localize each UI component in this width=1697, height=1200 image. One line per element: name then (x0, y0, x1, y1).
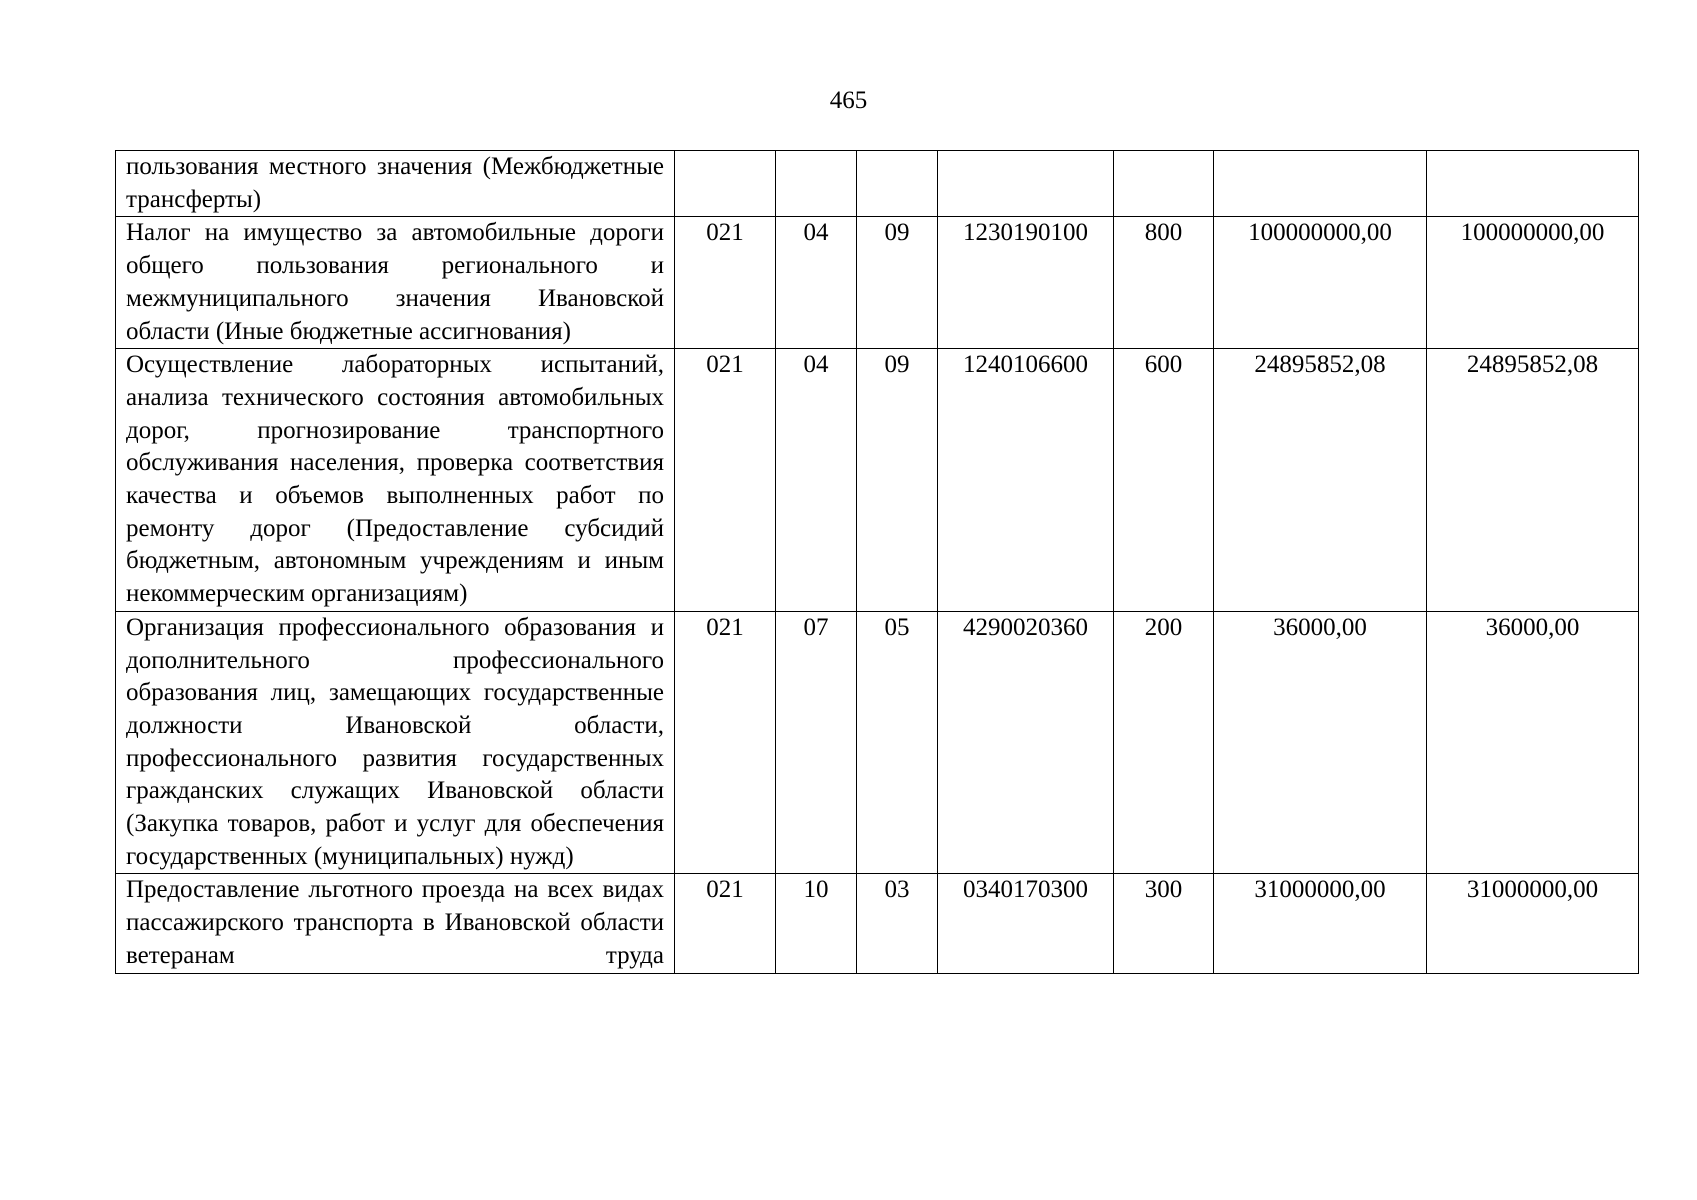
row-description: пользования местного значения (Межбюджетные трансферты) (116, 151, 675, 217)
row-sum-1: 36000,00 (1214, 611, 1427, 874)
row-expense-type: 600 (1114, 349, 1214, 612)
row-expense-type: 800 (1114, 217, 1214, 349)
row-description: Осуществление лабораторных испытаний, анализа технического состояния автомобильных дорог, прогнозирование транспортного обслуживания населения, проверка соответствия качества и объемов выполненных работ по ремонту дорог (Предоставление субсидий бюджетным, автономным учреждениям и иным некоммерческим организациям) (116, 349, 675, 612)
table-row (116, 611, 1639, 874)
row-expense-type: 200 (1114, 611, 1214, 874)
table-row (116, 217, 1639, 349)
row-sum-1: 100000000,00 (1214, 217, 1427, 349)
row-target-article (938, 151, 1114, 217)
row-sum-1 (1214, 151, 1427, 217)
row-grbs-code: 021 (675, 349, 776, 612)
row-grbs-code: 021 (675, 611, 776, 874)
row-target-article: 4290020360 (938, 611, 1114, 874)
row-expense-type: 300 (1114, 874, 1214, 973)
row-section-code (776, 151, 857, 217)
row-sum-2: 100000000,00 (1427, 217, 1639, 349)
row-subsection-code: 03 (857, 874, 938, 973)
row-subsection-code: 09 (857, 217, 938, 349)
row-sum-2: 31000000,00 (1427, 874, 1639, 973)
row-target-article: 1240106600 (938, 349, 1114, 612)
row-subsection-code: 09 (857, 349, 938, 612)
row-subsection-code (857, 151, 938, 217)
row-description: Организация профессионального образования и дополнительного профессионального образования лиц, замещающих государственные должности Ивановской области, профессионального развития государственных гражданских служащих Ивановской области (Закупка товаров, работ и услуг для обеспечения государственных (муниципальных) нужд) (116, 611, 675, 874)
row-grbs-code (675, 151, 776, 217)
row-subsection-code: 05 (857, 611, 938, 874)
row-sum-2: 24895852,08 (1427, 349, 1639, 612)
row-section-code: 10 (776, 874, 857, 973)
row-section-code: 04 (776, 349, 857, 612)
row-grbs-code: 021 (675, 217, 776, 349)
row-section-code: 07 (776, 611, 857, 874)
row-target-article: 1230190100 (938, 217, 1114, 349)
row-grbs-code: 021 (675, 874, 776, 973)
budget-table (115, 150, 1639, 974)
row-sum-1: 24895852,08 (1214, 349, 1427, 612)
row-description: Налог на имущество за автомобильные дороги общего пользования регионального и межмуниципального значения Ивановской области (Иные бюджетные ассигнования) (116, 217, 675, 349)
row-expense-type (1114, 151, 1214, 217)
row-section-code: 04 (776, 217, 857, 349)
row-sum-2: 36000,00 (1427, 611, 1639, 874)
row-target-article: 0340170300 (938, 874, 1114, 973)
table-row (116, 874, 1639, 973)
row-sum-1: 31000000,00 (1214, 874, 1427, 973)
table-row (116, 349, 1639, 612)
table-row (116, 151, 1639, 217)
row-description: Предоставление льготного проезда на всех видах пассажирского транспорта в Ивановской области ветеранам труда (116, 874, 675, 973)
page-number: 465 (829, 87, 868, 114)
row-sum-2 (1427, 151, 1639, 217)
